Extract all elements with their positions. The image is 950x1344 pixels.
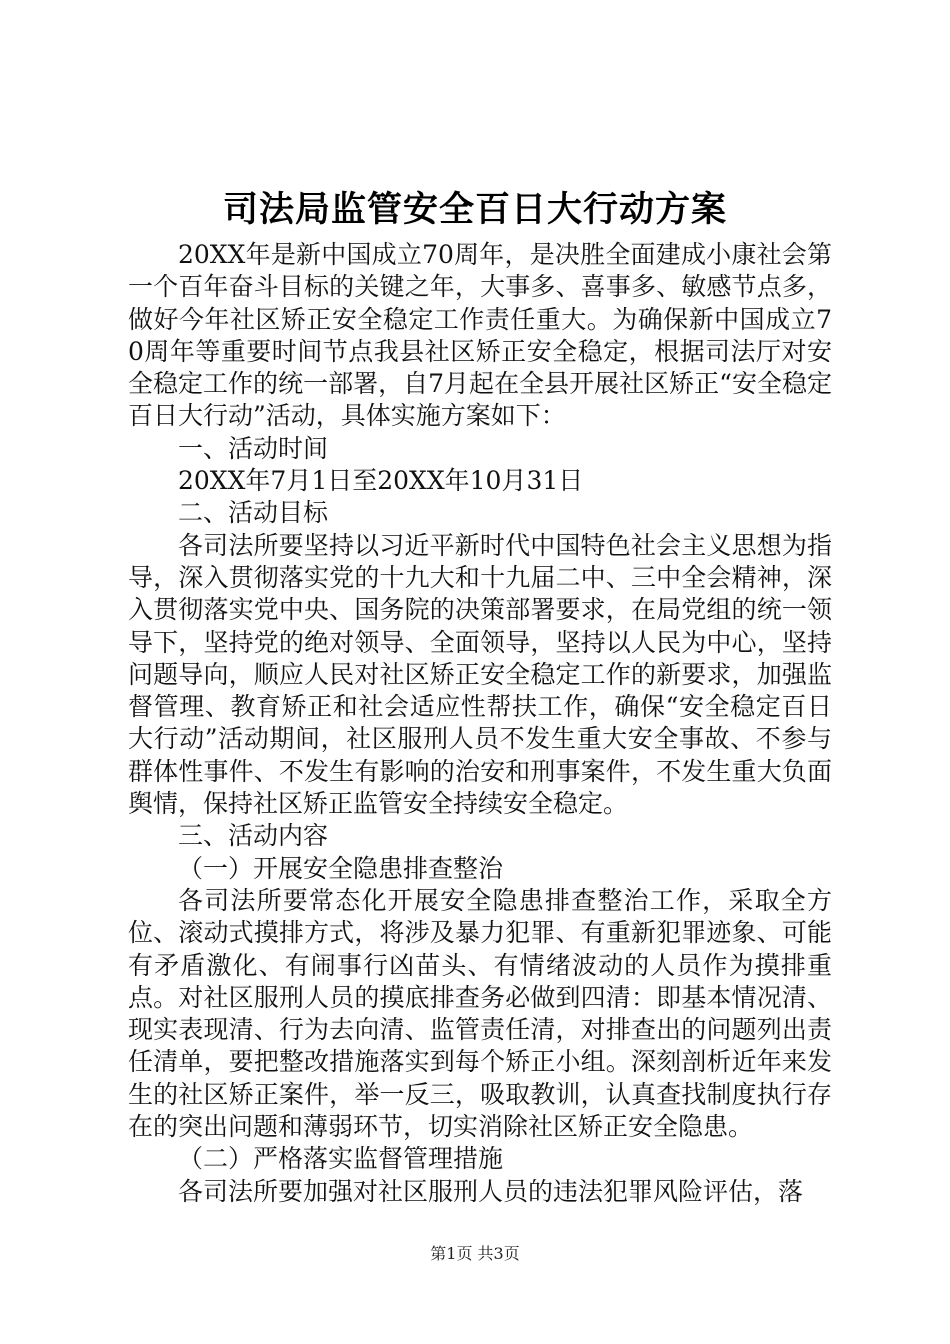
section-heading-activity-goal: 二、活动目标 xyxy=(178,498,329,528)
hazard-inspection-paragraph: 各司法所要常态化开展安全隐患排查整治工作，采取全方位、滚动式摸排方式，将涉及暴力犯罪、有重新犯罪迹象、可能有矛盾激化、有闹事行凶苗头、有情绪波动的人员作为摸排重点。对社区服刑人员的摸底排查务必做到四清：即基本情况清、现实表现清、行为去向清、监管责任清，对排查出的问题列出责任清单，要把整改措施落实到每个矫正小组。深刻剖析近年来发生的社区矫正案件，举一反三，吸取教训，认真查找制度执行存在的突出问题和薄弱环节，切实消除社区矫正安全隐患。 xyxy=(128,885,832,1142)
document-body xyxy=(128,239,832,1208)
intro-paragraph: 20XX年是新中国成立70周年，是决胜全面建成小康社会第一个百年奋斗目标的关键之年，大事多、喜事多、敏感节点多，做好今年社区矫正安全稳定工作责任重大。为确保新中国成立70周年等重要时间节点我县社区矫正安全稳定，根据司法厅对安全稳定工作的统一部署，自7月起在全县开展社区矫正“安全稳定百日大行动”活动，具体实施方案如下： xyxy=(128,240,832,431)
subsection-heading-supervision-measures: （二）严格落实监督管理措施 xyxy=(178,1144,504,1174)
activity-date-range: 20XX年7月1日至20XX年10月31日 xyxy=(178,466,584,496)
supervision-measures-paragraph: 各司法所要加强对社区服刑人员的违法犯罪风险评估，落 xyxy=(178,1176,804,1206)
subsection-heading-hazard-inspection: （一）开展安全隐患排查整治 xyxy=(178,853,504,883)
document-title: 司法局监管安全百日大行动方案 xyxy=(222,189,727,230)
page-number-footer: 第1页 共3页 xyxy=(430,1244,520,1263)
section-heading-activity-time: 一、活动时间 xyxy=(178,433,329,463)
activity-goal-paragraph: 各司法所要坚持以习近平新时代中国特色社会主义思想为指导，深入贯彻落实党的十九大和十九届二中、三中全会精神，深入贯彻落实党中央、国务院的决策部署要求，在局党组的统一领导下，坚持党的绝对领导、全面领导，坚持以人民为中心，坚持问题导向，顺应人民对社区矫正安全稳定工作的新要求，加强监督管理、教育矫正和社会适应性帮扶工作，确保“安全稳定百日大行动”活动期间，社区服刑人员不发生重大安全事故、不参与群体性事件、不发生有影响的治安和刑事案件，不发生重大负面舆情，保持社区矫正监管安全持续安全稳定。 xyxy=(128,530,832,819)
section-heading-activity-content: 三、活动内容 xyxy=(178,821,329,851)
